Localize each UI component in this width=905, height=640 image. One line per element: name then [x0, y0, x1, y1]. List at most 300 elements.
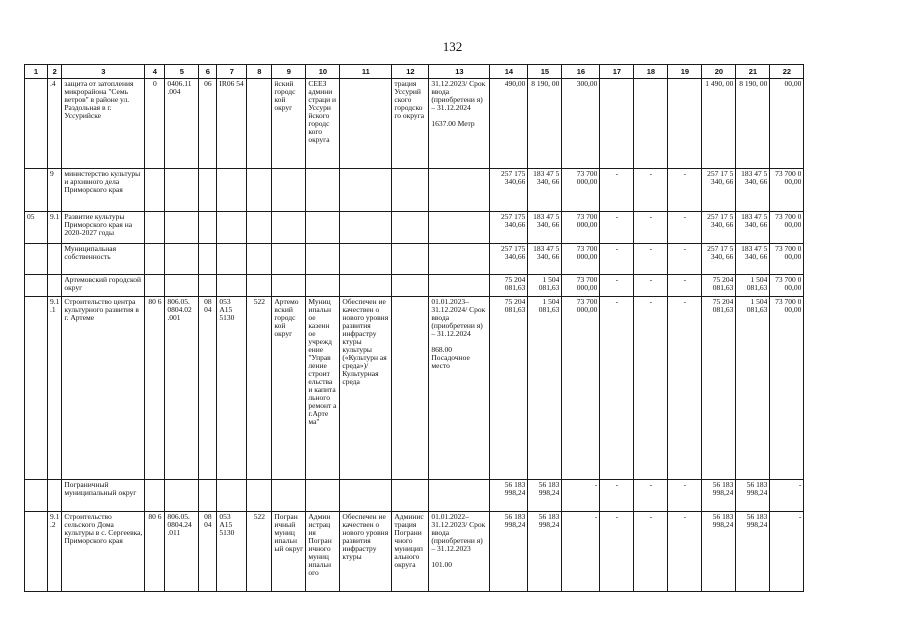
- table-cell: [145, 512, 165, 592]
- table-cell: [217, 169, 247, 212]
- cell-text: 806.05. 0804.02 .001: [167, 298, 192, 322]
- cell-text: 0: [153, 80, 157, 88]
- cell-text: 56 183 998,24: [504, 481, 526, 497]
- cell-text: 9.1 .2: [50, 513, 60, 529]
- cell-text: 0406.11 .004: [167, 80, 192, 96]
- cell-text: -: [683, 513, 687, 521]
- cell-text: 257 17 5 340, 66: [707, 213, 734, 229]
- cell-text: -: [649, 245, 653, 253]
- table-cell: [272, 244, 306, 275]
- table-row: [25, 512, 804, 592]
- table-cell: [306, 169, 340, 212]
- table-cell: [48, 244, 62, 275]
- table-cell: [165, 244, 199, 275]
- column-header-15: 15: [528, 65, 562, 79]
- table-cell: [306, 480, 340, 512]
- table-cell: [340, 512, 392, 592]
- table-cell: [217, 244, 247, 275]
- table-cell: [490, 79, 528, 169]
- cell-text: 73 700 0 00,00: [775, 245, 802, 261]
- cell-text: -: [594, 513, 598, 521]
- table-cell: [25, 169, 48, 212]
- table-row: [25, 297, 804, 480]
- table-cell: [340, 212, 392, 244]
- cell-text: 1 504 081,63: [538, 276, 560, 292]
- column-header-1: 1: [25, 65, 48, 79]
- table-cell: [145, 480, 165, 512]
- table-cell: [702, 169, 736, 212]
- cell-text: 56 183 998,24: [504, 513, 526, 529]
- cell-text: 80 6: [148, 298, 162, 306]
- table-cell: [247, 480, 272, 512]
- table-row: [25, 212, 804, 244]
- table-cell: [736, 480, 770, 512]
- cell-text: 73 700 0 00,00: [775, 298, 802, 314]
- cell-text: 08 04: [204, 298, 212, 314]
- table-cell: [490, 275, 528, 297]
- table-cell: [199, 169, 217, 212]
- table-cell: [165, 275, 199, 297]
- table-cell: [429, 244, 490, 275]
- table-cell: [528, 480, 562, 512]
- table-cell: [668, 79, 702, 169]
- cell-text: Обеспечен ие качествен о нового уровня развития инфрастру ктуры: [342, 513, 389, 561]
- table-cell: [340, 169, 392, 212]
- cell-text: 053 A15 5130: [219, 298, 235, 322]
- table-cell: [340, 79, 392, 169]
- table-cell: [165, 297, 199, 480]
- table-cell: [562, 275, 600, 297]
- cell-text: Погран ичный муниц ипальн ый округ: [274, 513, 304, 553]
- cell-text: 522: [253, 513, 265, 521]
- cell-text: 73 700 0 00,00: [775, 213, 802, 229]
- table-cell: [634, 275, 668, 297]
- table-cell: [736, 79, 770, 169]
- table-cell: [668, 512, 702, 592]
- cell-text: 1 504 081,63: [538, 298, 560, 314]
- table-cell: [165, 480, 199, 512]
- cell-text: Муниц ипальн ое казенн ое учрежд ение "Управ ление строит ельства и капита льного ремонт а г.Арте ма": [308, 298, 337, 426]
- table-cell: [25, 275, 48, 297]
- table-cell: [340, 275, 392, 297]
- cell-text: 73 700 000,00: [576, 170, 598, 186]
- table-cell: [62, 512, 145, 592]
- cell-text: -: [615, 170, 619, 178]
- cell-text: .4: [50, 80, 56, 88]
- table-cell: [392, 169, 429, 212]
- table-cell: [340, 244, 392, 275]
- table-cell: [272, 79, 306, 169]
- table-cell: [634, 212, 668, 244]
- table-cell: [306, 79, 340, 169]
- table-cell: [490, 297, 528, 480]
- table-cell: [145, 212, 165, 244]
- table-cell: [600, 79, 634, 169]
- cell-text: 1 490, 00: [705, 80, 734, 88]
- table-cell: [25, 512, 48, 592]
- table-cell: [306, 275, 340, 297]
- cell-text: 80 6: [148, 513, 162, 521]
- table-cell: [634, 169, 668, 212]
- table-cell: [272, 480, 306, 512]
- table-cell: [668, 212, 702, 244]
- table-cell: [199, 244, 217, 275]
- table-cell: [562, 297, 600, 480]
- cell-text: -: [615, 513, 619, 521]
- table-cell: [165, 512, 199, 592]
- table-row: [25, 79, 804, 169]
- cell-text: -: [649, 276, 653, 284]
- column-header-22: 22: [770, 65, 804, 79]
- table-cell: [247, 244, 272, 275]
- cell-text: Артемо вский городс кой округ: [274, 298, 299, 338]
- table-cell: [702, 244, 736, 275]
- table-cell: [429, 169, 490, 212]
- table-cell: [668, 169, 702, 212]
- table-cell: [272, 275, 306, 297]
- table-cell: [48, 275, 62, 297]
- cell-text: министерство культуры и архивного дела Приморского края: [64, 170, 141, 194]
- table-cell: [165, 79, 199, 169]
- table-cell: [392, 480, 429, 512]
- cell-text: 56 183 998,24: [712, 513, 734, 529]
- cell-text: -: [683, 298, 687, 306]
- table-cell: [770, 275, 804, 297]
- table-cell: [528, 512, 562, 592]
- cell-text: 56 183 998,24: [746, 481, 768, 497]
- cell-text: Муниципальная собственность: [64, 245, 117, 261]
- table-cell: [392, 275, 429, 297]
- cell-text: -: [683, 245, 687, 253]
- column-header-9: 9: [272, 65, 306, 79]
- cell-text: -: [615, 481, 619, 489]
- table-cell: [306, 244, 340, 275]
- column-header-19: 19: [668, 65, 702, 79]
- column-header-21: 21: [736, 65, 770, 79]
- table-cell: [600, 512, 634, 592]
- cell-text: 00,00: [784, 80, 802, 88]
- cell-text: 9: [50, 170, 54, 178]
- table-cell: [702, 275, 736, 297]
- column-header-12: 12: [392, 65, 429, 79]
- cell-text: 01.01.2023– 31.12.2024/ Срок ввода (приобретени я) – 31.12.2024 868.00 Посадочное место: [431, 298, 486, 370]
- cell-text: Строительство сельского Дома культуры в с. Сергеевка, Приморского края: [64, 513, 143, 545]
- table-cell: [770, 480, 804, 512]
- table-cell: [668, 244, 702, 275]
- table-cell: [429, 297, 490, 480]
- cell-text: Строительство центра культурного развития в г. Артеме: [64, 298, 139, 322]
- cell-text: 73 700 000,00: [576, 298, 598, 314]
- table-cell: [634, 297, 668, 480]
- cell-text: 56 183 998,24: [538, 481, 560, 497]
- table-cell: [736, 212, 770, 244]
- cell-text: 56 183 998,24: [538, 513, 560, 529]
- cell-text: 06: [204, 80, 212, 88]
- table-cell: [528, 212, 562, 244]
- cell-text: -: [615, 245, 619, 253]
- table-cell: [247, 79, 272, 169]
- table-cell: [490, 512, 528, 592]
- column-header-10: 10: [306, 65, 340, 79]
- cell-text: -: [683, 213, 687, 221]
- cell-text: 183 47 5 340, 66: [533, 245, 560, 261]
- table-cell: [306, 512, 340, 592]
- table-cell: [736, 512, 770, 592]
- table-row: [25, 169, 804, 212]
- table-cell: [736, 244, 770, 275]
- table-cell: [600, 275, 634, 297]
- cell-text: Админ истрац ия Погран ичного муниц ипальн ого: [308, 513, 332, 577]
- cell-text: Пограничный муниципальный округ: [64, 481, 137, 497]
- table-cell: [306, 212, 340, 244]
- table-cell: [199, 275, 217, 297]
- table-cell: [736, 297, 770, 480]
- cell-text: 8 190, 00: [531, 80, 560, 88]
- table-cell: [165, 169, 199, 212]
- cell-text: 73 700 000,00: [576, 213, 598, 229]
- column-header-8: 8: [247, 65, 272, 79]
- cell-text: 75 204 081,63: [504, 276, 526, 292]
- cell-text: -: [649, 170, 653, 178]
- cell-text: 490,00: [504, 80, 526, 88]
- table-cell: [634, 79, 668, 169]
- table-cell: [702, 297, 736, 480]
- table-cell: [562, 480, 600, 512]
- table-cell: [429, 480, 490, 512]
- table-cell: [490, 212, 528, 244]
- table-cell: [490, 169, 528, 212]
- cell-text: 1 504 081,63: [746, 298, 768, 314]
- table-cell: [62, 275, 145, 297]
- table-cell: [217, 212, 247, 244]
- table-cell: [272, 169, 306, 212]
- table-cell: [600, 480, 634, 512]
- column-header-4: 4: [145, 65, 165, 79]
- table-cell: [702, 512, 736, 592]
- table-cell: [272, 297, 306, 480]
- table-cell: [48, 512, 62, 592]
- table-cell: [770, 79, 804, 169]
- table-cell: [25, 297, 48, 480]
- table-cell: [217, 297, 247, 480]
- table-cell: [600, 244, 634, 275]
- cell-text: 73 700 0 00,00: [775, 170, 802, 186]
- cell-text: -: [649, 481, 653, 489]
- table-cell: [429, 512, 490, 592]
- cell-text: -: [615, 213, 619, 221]
- table-cell: [702, 79, 736, 169]
- cell-text: 522: [253, 298, 265, 306]
- table-cell: [702, 212, 736, 244]
- table-cell: [490, 480, 528, 512]
- table-cell: [528, 244, 562, 275]
- table-cell: [340, 480, 392, 512]
- cell-text: 8 190, 00: [739, 80, 768, 88]
- table-cell: [429, 212, 490, 244]
- table-cell: [165, 212, 199, 244]
- table-cell: [62, 212, 145, 244]
- table-row: [25, 244, 804, 275]
- column-header-18: 18: [634, 65, 668, 79]
- table-cell: [600, 169, 634, 212]
- table-cell: [770, 297, 804, 480]
- cell-text: 56 183 998,24: [746, 513, 768, 529]
- table-cell: [668, 297, 702, 480]
- table-cell: [668, 275, 702, 297]
- table-cell: [306, 297, 340, 480]
- cell-text: 75 204 081,63: [504, 298, 526, 314]
- table-cell: [145, 244, 165, 275]
- table-cell: [490, 244, 528, 275]
- cell-text: -: [683, 481, 687, 489]
- cell-text: 75 204 081,63: [712, 298, 734, 314]
- cell-text: 300,00: [576, 80, 598, 88]
- cell-text: 73 700 000,00: [576, 245, 598, 261]
- table-cell: [528, 169, 562, 212]
- table-cell: [272, 212, 306, 244]
- table-row: [25, 275, 804, 297]
- cell-text: 08 04: [204, 513, 212, 529]
- cell-text: 31.12.2023/ Срок ввода (приобретени я) – 31.12.2024 1637.00 Метр: [431, 80, 486, 128]
- table-cell: [392, 244, 429, 275]
- table-cell: [25, 480, 48, 512]
- column-header-20: 20: [702, 65, 736, 79]
- table-cell: [199, 480, 217, 512]
- table-cell: [62, 297, 145, 480]
- cell-text: 257 17 5 340, 66: [707, 170, 734, 186]
- column-header-5: 5: [165, 65, 199, 79]
- table-cell: [62, 480, 145, 512]
- table-cell: [62, 79, 145, 169]
- cell-text: 73 700 000,00: [576, 276, 598, 292]
- cell-text: 56 183 998,24: [712, 481, 734, 497]
- table-cell: [247, 212, 272, 244]
- table-cell: [62, 169, 145, 212]
- cell-text: 1 504 081,63: [746, 276, 768, 292]
- table-cell: [770, 512, 804, 592]
- cell-text: 806.05. 0804.24 .011: [167, 513, 192, 537]
- cell-text: Обеспечен ие качествен о нового уровня развития инфрастру ктуры культуры («Культурн ая среда»)/ Культурная среда: [342, 298, 389, 386]
- table-cell: [429, 275, 490, 297]
- table-cell: [634, 480, 668, 512]
- table-cell: [145, 79, 165, 169]
- table-cell: [25, 79, 48, 169]
- table-cell: [600, 297, 634, 480]
- table-cell: [48, 480, 62, 512]
- table-cell: [25, 212, 48, 244]
- table-cell: [217, 275, 247, 297]
- table-cell: [217, 79, 247, 169]
- table-cell: [145, 275, 165, 297]
- table-cell: [528, 275, 562, 297]
- table-cell: [48, 79, 62, 169]
- table-cell: [634, 244, 668, 275]
- cell-text: -: [615, 298, 619, 306]
- table-cell: [770, 244, 804, 275]
- page-number: 132: [442, 39, 463, 54]
- cell-text: 183 47 5 340, 66: [533, 170, 560, 186]
- table-cell: [145, 169, 165, 212]
- cell-text: 257 175 340,66: [501, 170, 526, 186]
- table-cell: [48, 212, 62, 244]
- cell-text: -: [649, 298, 653, 306]
- cell-text: -: [798, 513, 802, 521]
- table-cell: [528, 79, 562, 169]
- cell-text: 053 A15 5130: [219, 513, 235, 537]
- table-cell: [562, 79, 600, 169]
- table-cell: [340, 297, 392, 480]
- cell-text: 183 47 5 340, 66: [741, 213, 768, 229]
- cell-text: 257 175 340,66: [501, 245, 526, 261]
- cell-text: -: [683, 276, 687, 284]
- table-cell: [247, 169, 272, 212]
- column-header-6: 6: [199, 65, 217, 79]
- table-cell: [562, 244, 600, 275]
- table-cell: [48, 297, 62, 480]
- table-cell: [48, 169, 62, 212]
- table-cell: [392, 212, 429, 244]
- table-cell: [562, 169, 600, 212]
- cell-text: -: [649, 213, 653, 221]
- table-cell: [392, 297, 429, 480]
- table-cell: [528, 297, 562, 480]
- table-cell: [247, 512, 272, 592]
- cell-text: -: [798, 481, 802, 489]
- table-cell: [392, 512, 429, 592]
- column-header-16: 16: [562, 65, 600, 79]
- cell-text: 75 204 081,63: [712, 276, 734, 292]
- cell-text: IR06 54: [219, 80, 244, 88]
- column-header-14: 14: [490, 65, 528, 79]
- cell-text: трация Уссурий ского городско го округа: [394, 80, 425, 120]
- table-cell: [736, 169, 770, 212]
- cell-text: 01.01.2022– 31.12.2023/ Срок ввода (приобретени я) – 31.12.2023 101.00: [431, 513, 486, 569]
- table-cell: [736, 275, 770, 297]
- cell-text: -: [683, 170, 687, 178]
- table-cell: [392, 79, 429, 169]
- cell-text: -: [615, 276, 619, 284]
- cell-text: 9.1: [50, 213, 60, 221]
- cell-text: -: [649, 513, 653, 521]
- cell-text: Артемовский городской округ: [64, 276, 142, 292]
- table-cell: [199, 512, 217, 592]
- cell-text: йский городс кой округ: [274, 80, 296, 112]
- table-cell: [668, 480, 702, 512]
- column-header-13: 13: [429, 65, 490, 79]
- cell-text: 183 47 5 340, 66: [741, 170, 768, 186]
- table-cell: [199, 297, 217, 480]
- cell-text: 9.1 .1: [50, 298, 60, 314]
- table-cell: [199, 79, 217, 169]
- cell-text: Админис трация Пограни чного муницип ального округа: [394, 513, 424, 569]
- table-cell: [770, 169, 804, 212]
- table-cell: [145, 297, 165, 480]
- table-cell: [217, 480, 247, 512]
- table-cell: [770, 212, 804, 244]
- table-cell: [247, 297, 272, 480]
- cell-text: 257 17 5 340, 66: [707, 245, 734, 261]
- column-header-3: 3: [62, 65, 145, 79]
- table-cell: [217, 512, 247, 592]
- column-header-17: 17: [600, 65, 634, 79]
- cell-text: 183 47 5 340, 66: [741, 245, 768, 261]
- table-cell: [634, 512, 668, 592]
- table-cell: [429, 79, 490, 169]
- cell-text: -: [594, 481, 598, 489]
- table-cell: [272, 512, 306, 592]
- column-header-7: 7: [217, 65, 247, 79]
- investment-program-table: [24, 64, 804, 592]
